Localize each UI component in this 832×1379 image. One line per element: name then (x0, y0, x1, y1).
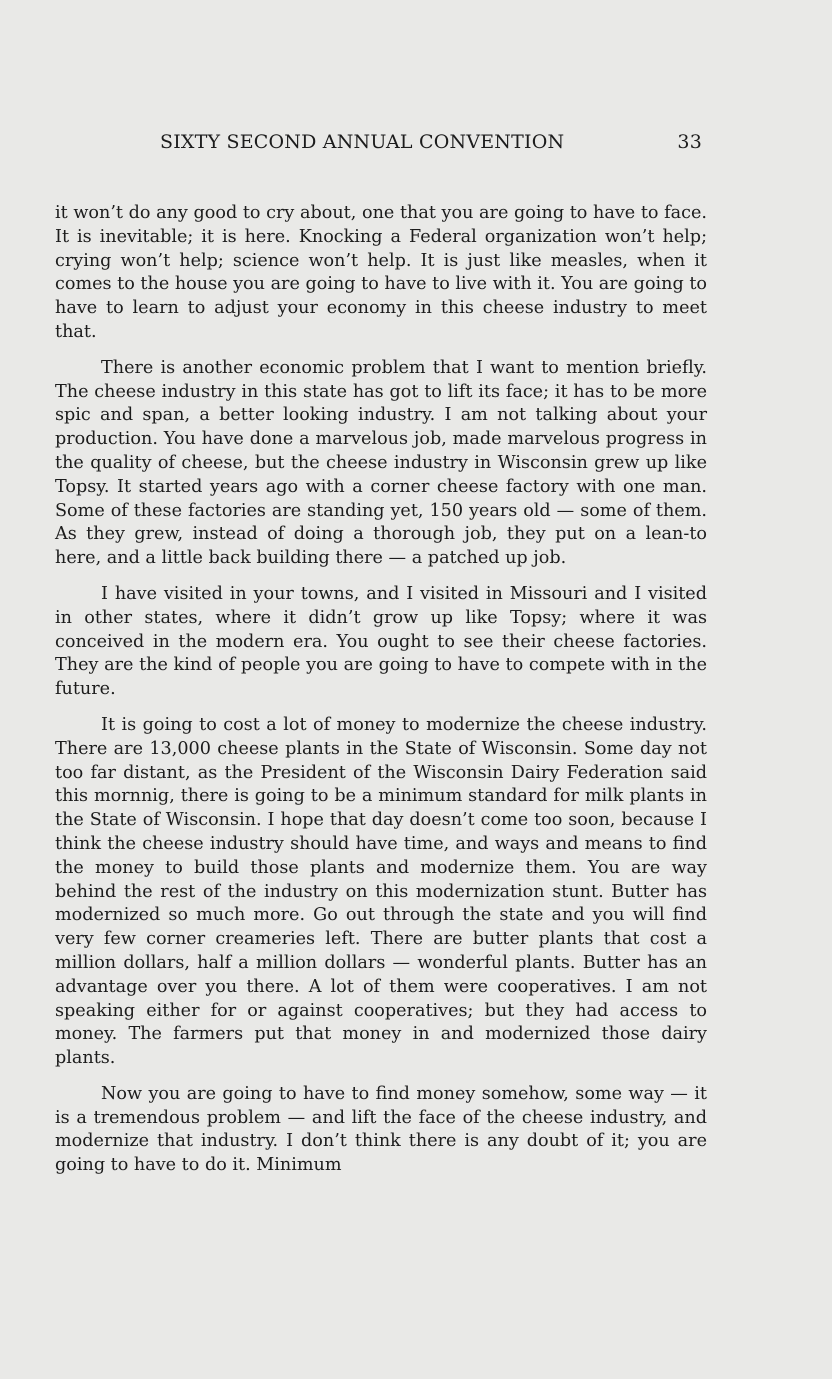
running-header (160, 131, 706, 159)
paragraph: I have visited in your towns, and I visited in Missouri and I visited in other states, where it didn’t grow up like Topsy; where it was conceived in the modern era. You ought to see their cheese factories. They are the kind of people you are going to have to compete with in the future. (55, 583, 707, 700)
body-text (55, 202, 707, 1190)
paragraph: There is another economic problem that I want to mention briefly. The cheese industry in this state has got to lift its face; it has to be more spic and span, a better looking industry. I am not talking about your production. You have done a marvelous job, made marvelous progress in the quality of cheese, but the cheese industry in Wisconsin grew up like Topsy. It started years ago with a corner cheese factory with one man. Some of these factories are standing yet, 150 years old — some of them. As they grew, instead of doing a thorough job, they put on a lean-to here, and a little back building there — a patched up job. (55, 357, 707, 569)
running-title: SIXTY SECOND ANNUAL CONVENTION (160, 131, 565, 153)
paragraph: Now you are going to have to find money somehow, some way — it is a tremendous problem — and lift the face of the cheese industry, and modernize that industry. I don’t think there is any doubt of it; you are going to have to do it. Minimum (55, 1083, 707, 1176)
paragraph: it won’t do any good to cry about, one that you are going to have to face. It is inevitable; it is here. Knocking a Federal organization won’t help; crying won’t help; science won’t help. It is just like measles, when it comes to the house you are going to have to live with it. You are going to have to learn to adjust your economy in this cheese industry to meet that. (55, 203, 708, 342)
page-number: 33 (677, 131, 702, 153)
paragraph: It is going to cost a lot of money to modernize the cheese industry. There are 13,000 cheese plants in the State of Wisconsin. Some day not too far distant, as the President of the Wisconsin Dairy Federation said this mornnig, there is going to be a minimum standard for milk plants in the State of Wisconsin. I hope that day doesn’t come too soon, because I think the cheese industry should have time, and ways and means to find the money to build those plants and modernize them. You are way behind the rest of the industry on this modernization stunt. Butter has modernized so much more. Go out through the state and you will find very few corner creameries left. There are butter plants that cost a million dollars, half a million dollars — wonderful plants. Butter has an advantage over you there. A lot of them were cooperatives. I am not speaking either for or against cooperatives; but they had access to money. The farmers put that money in and modernized those dairy plants. (55, 714, 707, 1069)
